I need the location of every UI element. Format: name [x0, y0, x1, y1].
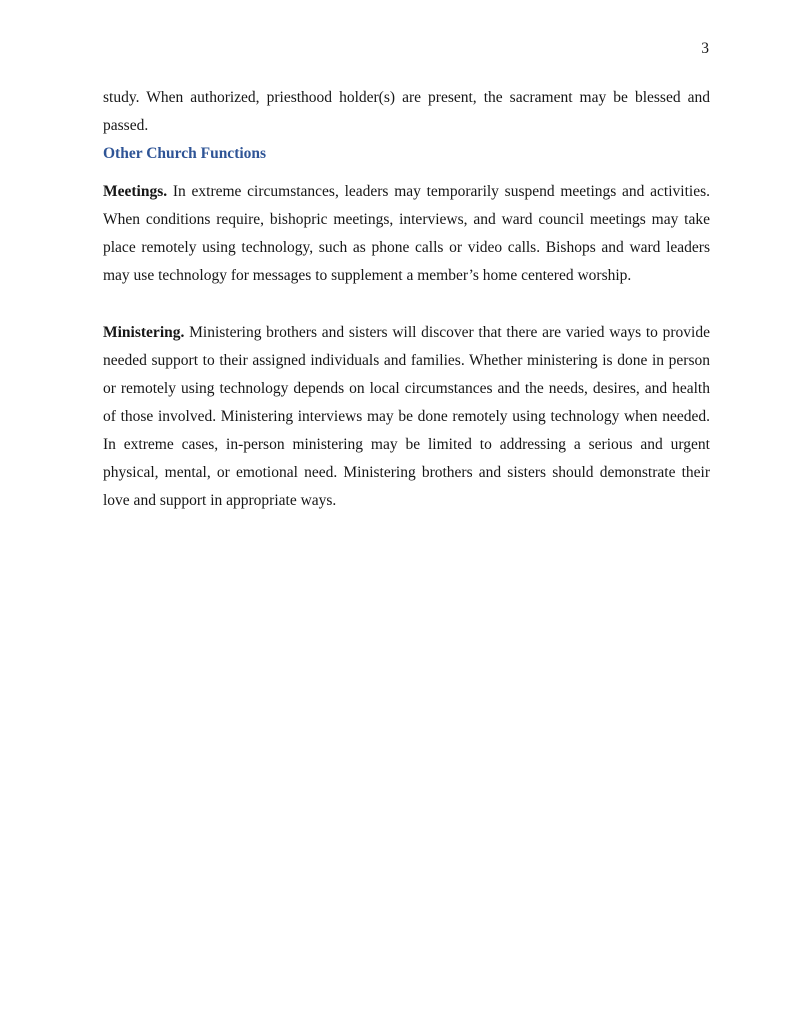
section-heading: Other Church Functions: [103, 145, 267, 162]
meetings-text: In extreme circumstances, leaders may temporarily suspend meetings and activities. When conditions require, bishopric meetings, interviews, and ward council meetings may take place remotely using technology, such as phone calls or video calls. Bishops and ward leaders may use technology for messages to supplement a member’s home centered worship.: [103, 183, 710, 284]
meetings-paragraph: [103, 178, 710, 290]
ministering-lead: Ministering.: [103, 324, 185, 341]
page-number: 3: [701, 40, 709, 57]
continuation-paragraph: study. When authorized, priesthood holder(s) are present, the sacrament may be blessed and passed.: [103, 89, 710, 134]
ministering-text: Ministering brothers and sisters will discover that there are varied ways to provide needed support to their assigned individuals and families. Whether ministering is done in person or remotely using technology depends on local circumstances and the needs, desires, and health of those involved. Ministering interviews may be done remotely using technology when needed. In extreme cases, in-person ministering may be limited to addressing a serious and urgent physical, mental, or emotional need. Ministering brothers and sisters should demonstrate their love and support in appropriate ways.: [103, 324, 710, 509]
meetings-lead: Meetings.: [103, 183, 168, 200]
ministering-paragraph: [103, 319, 710, 515]
document-body: [103, 84, 710, 515]
